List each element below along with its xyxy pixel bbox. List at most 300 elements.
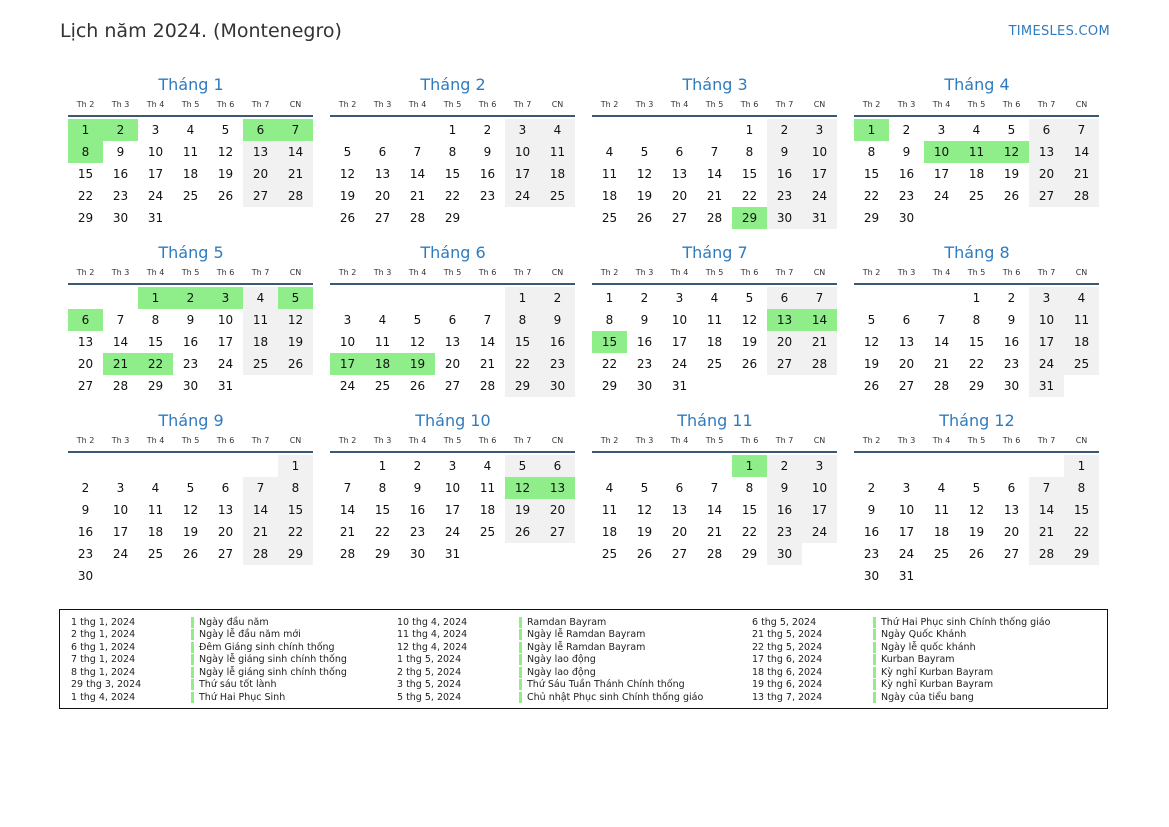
legend-column-1	[71, 616, 347, 704]
day-cell: 29	[505, 375, 540, 397]
day-cell: 18	[706, 335, 723, 349]
empty-cell	[330, 287, 365, 309]
weekday-label: Th 7	[513, 268, 532, 277]
day-cell: 12	[409, 335, 426, 349]
day-cell: 26	[278, 353, 313, 375]
day-cell: 11	[243, 309, 278, 331]
day-cell: 7	[937, 313, 946, 327]
day-cell: 15	[741, 503, 758, 517]
holiday-day: 12	[505, 477, 540, 499]
weekday-label: Th 6	[1002, 268, 1021, 277]
day-cell: 9	[81, 503, 90, 517]
weekday-label: Th 3	[111, 100, 130, 109]
day-cell: 23	[182, 357, 199, 371]
day-cell: 10	[1029, 309, 1064, 331]
day-cell: 5	[1007, 123, 1016, 137]
legend-item	[71, 629, 347, 642]
day-cell: 2	[483, 123, 492, 137]
weekday-header	[330, 98, 575, 117]
day-cell: 3	[802, 119, 837, 141]
month-title: Tháng 8	[944, 243, 1010, 262]
day-cell: 15	[278, 499, 313, 521]
weekday-label: Th 3	[111, 436, 130, 445]
day-cell: 4	[972, 123, 981, 137]
day-cell: 23	[112, 189, 129, 203]
holiday-day: 6	[243, 119, 278, 141]
day-cell: 25	[968, 189, 985, 203]
day-grid	[330, 285, 575, 397]
day-cell: 21	[479, 357, 496, 371]
legend-column-3	[752, 616, 1050, 704]
day-cell: 29	[863, 211, 880, 225]
day-cell: 26	[505, 521, 540, 543]
empty-cell	[68, 455, 103, 477]
day-cell: 19	[636, 525, 653, 539]
day-cell: 23	[540, 353, 575, 375]
legend-color-marker	[191, 667, 194, 678]
day-cell: 1	[378, 459, 387, 473]
weekday-label: Th 2	[600, 436, 619, 445]
holiday-day: 5	[278, 287, 313, 309]
day-cell: 27	[374, 211, 391, 225]
day-cell: 3	[505, 119, 540, 141]
legend-item	[752, 629, 1050, 642]
day-cell: 29	[741, 547, 758, 561]
day-cell: 15	[147, 335, 164, 349]
weekday-label: Th 6	[1002, 436, 1021, 445]
day-cell: 16	[898, 167, 915, 181]
weekday-header	[68, 434, 313, 453]
weekday-label: Th 2	[76, 100, 95, 109]
legend-color-marker	[191, 642, 194, 653]
day-cell: 12	[339, 167, 356, 181]
day-cell: 7	[710, 145, 719, 159]
day-grid	[854, 453, 1099, 587]
day-cell: 3	[802, 455, 837, 477]
day-cell: 1	[972, 291, 981, 305]
empty-cell	[365, 119, 400, 141]
day-cell: 6	[675, 145, 684, 159]
legend-color-marker	[191, 692, 194, 703]
day-cell: 28	[1064, 185, 1099, 207]
day-cell: 15	[741, 167, 758, 181]
day-cell: 9	[483, 145, 492, 159]
empty-cell	[330, 119, 365, 141]
weekday-label: Th 6	[478, 100, 497, 109]
legend-column-2	[397, 616, 703, 704]
day-cell: 23	[863, 547, 880, 561]
day-grid	[592, 453, 837, 565]
day-cell: 16	[1003, 335, 1020, 349]
legend-color-marker	[191, 654, 194, 665]
empty-cell	[400, 287, 435, 309]
day-cell: 16	[540, 331, 575, 353]
month-3	[592, 72, 838, 229]
weekday-label: Th 3	[897, 268, 916, 277]
day-cell: 1	[1064, 455, 1099, 477]
month-title: Tháng 5	[158, 243, 224, 262]
day-cell: 5	[505, 455, 540, 477]
legend-item	[71, 691, 347, 704]
legend-color-marker	[519, 667, 522, 678]
day-cell: 4	[1064, 287, 1099, 309]
legend-date: 5 thg 5, 2024	[397, 691, 462, 703]
empty-cell	[365, 287, 400, 309]
day-cell: 8	[378, 481, 387, 495]
day-cell: 2	[767, 119, 802, 141]
legend-date: 11 thg 4, 2024	[397, 629, 468, 641]
legend-item	[71, 679, 347, 692]
day-cell: 27	[671, 211, 688, 225]
weekday-label: Th 5	[181, 100, 200, 109]
legend-holiday-name: Ramdan Bayram	[527, 616, 607, 628]
weekday-label: Th 6	[1002, 100, 1021, 109]
empty-cell	[208, 455, 243, 477]
weekday-label: Th 7	[513, 100, 532, 109]
weekday-label: Th 4	[408, 268, 427, 277]
day-grid	[68, 285, 313, 397]
holiday-day: 17	[330, 353, 365, 375]
day-cell: 14	[339, 503, 356, 517]
day-cell: 3	[937, 123, 946, 137]
day-cell: 13	[374, 167, 391, 181]
day-cell: 27	[217, 547, 234, 561]
day-cell: 29	[147, 379, 164, 393]
day-cell: 13	[898, 335, 915, 349]
weekday-label: Th 3	[373, 268, 392, 277]
day-cell: 22	[1064, 521, 1099, 543]
legend-date: 19 thg 6, 2024	[752, 679, 823, 691]
empty-cell	[68, 287, 103, 309]
day-cell: 2	[1007, 291, 1016, 305]
day-cell: 3	[151, 123, 160, 137]
month-title: Tháng 10	[415, 411, 491, 430]
day-cell: 30	[636, 379, 653, 393]
day-cell: 23	[898, 189, 915, 203]
legend-date: 7 thg 1, 2024	[71, 654, 136, 666]
day-cell: 8	[151, 313, 160, 327]
day-cell: 8	[505, 309, 540, 331]
day-cell: 21	[1029, 521, 1064, 543]
holiday-day: 19	[400, 353, 435, 375]
weekday-header	[330, 266, 575, 285]
legend-holiday-name: Ngày lễ giáng sinh chính thống	[199, 654, 347, 666]
day-cell: 31	[802, 207, 837, 229]
day-cell: 26	[741, 357, 758, 371]
day-cell: 6	[1029, 119, 1064, 141]
weekday-label: CN	[289, 268, 302, 277]
day-cell: 12	[636, 503, 653, 517]
day-cell: 17	[112, 525, 129, 539]
day-cell: 31	[147, 211, 164, 225]
day-cell: 26	[636, 547, 653, 561]
day-cell: 2	[81, 481, 90, 495]
empty-cell	[854, 455, 889, 477]
weekday-label: Th 6	[478, 436, 497, 445]
day-cell: 15	[863, 167, 880, 181]
legend-color-marker	[873, 654, 876, 665]
day-cell: 24	[802, 521, 837, 543]
day-cell: 21	[409, 189, 426, 203]
month-10	[330, 408, 576, 587]
day-cell: 8	[605, 313, 614, 327]
day-cell: 11	[601, 167, 618, 181]
month-title: Tháng 12	[939, 411, 1015, 430]
day-cell: 21	[278, 163, 313, 185]
day-grid	[330, 453, 575, 565]
day-cell: 10	[339, 335, 356, 349]
day-cell: 16	[767, 499, 802, 521]
month-title: Tháng 4	[944, 75, 1010, 94]
month-9	[68, 408, 314, 587]
day-cell: 18	[1064, 331, 1099, 353]
legend-date: 6 thg 5, 2024	[752, 616, 817, 628]
day-cell: 26	[863, 379, 880, 393]
day-cell: 7	[116, 313, 125, 327]
day-cell: 18	[540, 163, 575, 185]
day-cell: 6	[448, 313, 457, 327]
legend-item	[752, 641, 1050, 654]
day-grid	[68, 453, 313, 587]
day-cell: 25	[479, 525, 496, 539]
day-cell: 6	[221, 481, 230, 495]
weekday-label: Th 5	[705, 100, 724, 109]
day-cell: 23	[409, 525, 426, 539]
day-cell: 30	[1003, 379, 1020, 393]
day-cell: 31	[1029, 375, 1064, 397]
weekday-label: Th 2	[862, 436, 881, 445]
day-cell: 28	[706, 547, 723, 561]
weekday-label: Th 3	[635, 268, 654, 277]
legend-holiday-name: Kỳ nghỉ Kurban Bayram	[881, 666, 994, 678]
day-cell: 1	[605, 291, 614, 305]
day-cell: 31	[217, 379, 234, 393]
day-cell: 27	[767, 353, 802, 375]
holiday-day: 18	[365, 353, 400, 375]
holiday-legend	[59, 609, 1108, 709]
day-cell: 18	[147, 525, 164, 539]
empty-cell	[330, 455, 365, 477]
legend-date: 2 thg 5, 2024	[397, 666, 462, 678]
day-cell: 13	[444, 335, 461, 349]
day-cell: 16	[112, 167, 129, 181]
holiday-day: 8	[68, 141, 103, 163]
day-cell: 28	[1029, 543, 1064, 565]
day-cell: 20	[1003, 525, 1020, 539]
weekday-header	[592, 266, 837, 285]
weekday-label: Th 5	[181, 436, 200, 445]
day-cell: 25	[706, 357, 723, 371]
day-cell: 6	[378, 145, 387, 159]
day-cell: 20	[77, 357, 94, 371]
day-cell: 28	[933, 379, 950, 393]
legend-color-marker	[873, 629, 876, 640]
day-cell: 24	[898, 547, 915, 561]
day-cell: 4	[483, 459, 492, 473]
month-title: Tháng 1	[158, 75, 224, 94]
day-cell: 8	[448, 145, 457, 159]
weekday-label: Th 6	[478, 268, 497, 277]
day-cell: 25	[147, 547, 164, 561]
weekday-label: CN	[551, 436, 564, 445]
day-cell: 9	[1007, 313, 1016, 327]
day-cell: 18	[933, 525, 950, 539]
day-cell: 25	[933, 547, 950, 561]
legend-date: 22 thg 5, 2024	[752, 641, 823, 653]
legend-item	[71, 654, 347, 667]
weekday-label: Th 2	[600, 268, 619, 277]
day-cell: 14	[479, 335, 496, 349]
holiday-day: 1	[68, 119, 103, 141]
day-cell: 19	[968, 525, 985, 539]
weekday-header	[330, 434, 575, 453]
day-cell: 21	[933, 357, 950, 371]
weekday-label: CN	[551, 268, 564, 277]
day-cell: 10	[147, 145, 164, 159]
day-grid	[592, 117, 837, 229]
month-6	[330, 240, 576, 397]
day-cell: 27	[243, 185, 278, 207]
day-cell: 13	[671, 167, 688, 181]
day-cell: 19	[741, 335, 758, 349]
day-cell: 23	[767, 521, 802, 543]
day-cell: 17	[505, 163, 540, 185]
day-cell: 10	[802, 141, 837, 163]
day-cell: 22	[374, 525, 391, 539]
day-cell: 6	[767, 287, 802, 309]
day-cell: 30	[77, 569, 94, 583]
day-cell: 20	[671, 525, 688, 539]
legend-date: 8 thg 1, 2024	[71, 666, 136, 678]
day-cell: 24	[802, 185, 837, 207]
day-cell: 18	[601, 189, 618, 203]
legend-item	[397, 654, 703, 667]
legend-color-marker	[519, 642, 522, 653]
empty-cell	[173, 455, 208, 477]
day-cell: 28	[479, 379, 496, 393]
weekday-label: Th 4	[932, 268, 951, 277]
legend-item	[397, 666, 703, 679]
day-cell: 17	[933, 167, 950, 181]
empty-cell	[924, 455, 959, 477]
month-5	[68, 240, 314, 397]
empty-cell	[889, 287, 924, 309]
day-cell: 30	[767, 207, 802, 229]
day-cell: 12	[636, 167, 653, 181]
weekday-label: Th 4	[408, 436, 427, 445]
day-cell: 10	[505, 141, 540, 163]
day-cell: 30	[182, 379, 199, 393]
day-cell: 22	[601, 357, 618, 371]
day-cell: 1	[505, 287, 540, 309]
day-cell: 16	[863, 525, 880, 539]
weekday-label: Th 5	[443, 268, 462, 277]
day-cell: 27	[671, 547, 688, 561]
legend-item	[71, 616, 347, 629]
weekday-label: CN	[551, 100, 564, 109]
legend-date: 17 thg 6, 2024	[752, 654, 823, 666]
empty-cell	[400, 119, 435, 141]
day-cell: 5	[640, 481, 649, 495]
day-cell: 22	[863, 189, 880, 203]
holiday-day: 1	[854, 119, 889, 141]
weekday-label: Th 7	[775, 436, 794, 445]
day-cell: 5	[640, 145, 649, 159]
month-title: Tháng 9	[158, 411, 224, 430]
day-cell: 27	[77, 379, 94, 393]
day-cell: 12	[741, 313, 758, 327]
weekday-label: Th 5	[967, 436, 986, 445]
brand-link[interactable]: TIMESLES.COM	[1008, 24, 1110, 39]
weekday-label: Th 3	[373, 436, 392, 445]
day-cell: 17	[802, 499, 837, 521]
day-cell: 26	[1003, 189, 1020, 203]
legend-item	[397, 679, 703, 692]
holiday-day: 29	[732, 207, 767, 229]
day-cell: 21	[1064, 163, 1099, 185]
day-cell: 24	[1029, 353, 1064, 375]
weekday-label: Th 3	[635, 436, 654, 445]
day-cell: 16	[182, 335, 199, 349]
day-cell: 2	[902, 123, 911, 137]
month-title: Tháng 6	[420, 243, 486, 262]
day-cell: 22	[741, 189, 758, 203]
legend-date: 10 thg 4, 2024	[397, 616, 468, 628]
weekday-label: Th 7	[775, 268, 794, 277]
day-cell: 24	[671, 357, 688, 371]
holiday-day: 6	[68, 309, 103, 331]
legend-holiday-name: Ngày Quốc Khánh	[881, 629, 967, 641]
day-grid	[68, 117, 313, 229]
day-cell: 14	[933, 335, 950, 349]
month-7	[592, 240, 838, 397]
day-cell: 7	[413, 145, 422, 159]
day-cell: 20	[767, 331, 802, 353]
day-cell: 9	[540, 309, 575, 331]
day-cell: 28	[706, 211, 723, 225]
day-cell: 3	[116, 481, 125, 495]
day-cell: 9	[902, 145, 911, 159]
legend-color-marker	[873, 692, 876, 703]
day-cell: 13	[217, 503, 234, 517]
empty-cell	[994, 455, 1029, 477]
day-cell: 19	[863, 357, 880, 371]
weekday-label: Th 5	[443, 436, 462, 445]
month-4	[854, 72, 1100, 229]
day-cell: 7	[1029, 477, 1064, 499]
day-cell: 23	[1003, 357, 1020, 371]
legend-color-marker	[873, 679, 876, 690]
day-cell: 27	[1029, 185, 1064, 207]
day-cell: 19	[339, 189, 356, 203]
day-cell: 3	[448, 459, 457, 473]
day-cell: 9	[767, 141, 802, 163]
weekday-label: CN	[813, 436, 826, 445]
weekday-header	[854, 266, 1099, 285]
day-cell: 4	[243, 287, 278, 309]
day-cell: 14	[243, 499, 278, 521]
day-cell: 11	[706, 313, 723, 327]
holiday-day: 1	[732, 455, 767, 477]
legend-item	[752, 616, 1050, 629]
day-cell: 15	[505, 331, 540, 353]
empty-cell	[470, 287, 505, 309]
legend-holiday-name: Ngày lễ Ramdan Bayram	[527, 641, 646, 653]
weekday-label: Th 4	[932, 100, 951, 109]
legend-date: 13 thg 7, 2024	[752, 691, 823, 703]
weekday-label: Th 3	[373, 100, 392, 109]
empty-cell	[1029, 455, 1064, 477]
